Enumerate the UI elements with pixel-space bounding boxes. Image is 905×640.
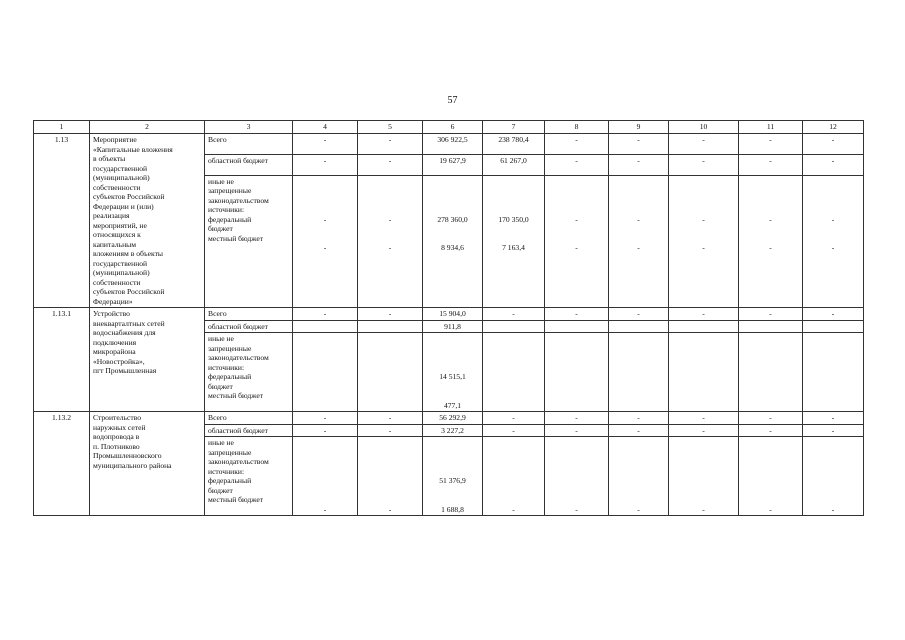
source-label-line: иные не: [208, 334, 234, 343]
value-cell: -: [803, 134, 864, 155]
federal-value: 278 360,0: [437, 214, 468, 224]
row-name-line: (муниципальной): [93, 173, 150, 182]
federal-value: [361, 372, 419, 382]
value-cell: -: [483, 424, 545, 437]
spacer: [296, 177, 354, 215]
local-value: [672, 401, 735, 411]
federal-value: -: [769, 214, 772, 224]
local-value: -: [702, 504, 705, 514]
federal-value: 170 350,0: [498, 214, 529, 224]
value-cell: 61 267,0: [483, 154, 545, 175]
source-label-line: иные не: [208, 176, 234, 186]
spacer: [361, 486, 419, 505]
source-label-line: местный бюджет: [208, 233, 264, 243]
row-number: 1.13.1: [34, 308, 90, 412]
value-cell: -: [293, 134, 358, 155]
local-value: 7 163,4: [502, 243, 525, 253]
value-cell: -: [739, 424, 803, 437]
spacer: [296, 486, 354, 505]
source-label-line: законодательством: [208, 353, 269, 362]
value-cell-stack: [293, 333, 358, 412]
spacer: [672, 438, 735, 476]
value-cell: -: [803, 424, 864, 437]
row-name-line: государственной: [93, 258, 148, 268]
value-cell: [293, 320, 358, 333]
value-cell: -: [609, 134, 669, 155]
source-label-line: источники:: [208, 466, 245, 476]
value-cell-stack: [358, 437, 423, 516]
value-cell: 3 227,2: [423, 424, 483, 437]
value-cell: -: [669, 412, 739, 425]
spacer: [486, 438, 541, 476]
column-header: 2: [90, 121, 205, 134]
spacer: [612, 224, 665, 243]
spacer: [361, 438, 419, 476]
column-header: 12: [803, 121, 864, 134]
spacer: [806, 486, 860, 505]
row-name-line: собственности: [93, 277, 141, 287]
local-value: -: [702, 243, 705, 253]
row-name-line: государственной: [93, 163, 148, 173]
value-cell: 306 922,5: [423, 134, 483, 155]
value-cell: -: [483, 412, 545, 425]
spacer: [548, 177, 605, 215]
source-label-line: местный бюджет: [208, 391, 264, 400]
federal-value: 51 376,9: [439, 476, 466, 485]
spacer: [672, 486, 735, 505]
spacer: [361, 177, 419, 215]
value-cell-stack: [739, 437, 803, 516]
source-label-line: федеральный: [208, 372, 252, 381]
local-value: 477,1: [443, 400, 462, 410]
spacer: [296, 334, 354, 372]
value-cell: -: [545, 412, 609, 425]
source-label-line: законодательством: [208, 457, 269, 466]
federal-value: [806, 372, 860, 382]
source-label-line: федеральный: [208, 214, 252, 224]
value-cell: -: [358, 424, 423, 437]
value-cell: -: [293, 154, 358, 175]
spacer: [742, 334, 799, 372]
value-cell-stack: [545, 437, 609, 516]
value-cell-stack: [483, 175, 545, 307]
value-cell: -: [545, 134, 609, 155]
spacer: [296, 382, 354, 401]
spacer: [361, 334, 419, 372]
column-header: 6: [423, 121, 483, 134]
source-label-stack: [205, 437, 293, 516]
value-cell-stack: [739, 175, 803, 307]
source-label: областной бюджет: [205, 424, 293, 437]
spacer: [612, 177, 665, 215]
federal-value: [806, 476, 860, 486]
spacer: [548, 382, 605, 401]
federal-value: -: [831, 214, 835, 224]
spacer: [742, 382, 799, 401]
column-header-row: [34, 121, 864, 134]
value-cell-stack: [483, 437, 545, 516]
value-cell: -: [293, 412, 358, 425]
row-name: [90, 134, 205, 308]
value-cell: -: [293, 424, 358, 437]
value-cell-stack: [423, 175, 483, 307]
value-cell: [545, 320, 609, 333]
local-value: 1 688,8: [441, 504, 464, 514]
value-cell: -: [545, 154, 609, 175]
local-value: -: [512, 504, 515, 514]
federal-value: -: [323, 214, 327, 224]
value-cell: -: [669, 154, 739, 175]
spacer: [548, 224, 605, 243]
source-label-line: федеральный: [208, 476, 252, 485]
federal-value: [612, 476, 665, 486]
source-label: Всего: [205, 308, 293, 321]
value-cell-stack: [545, 333, 609, 412]
source-label-line: иные не: [208, 438, 234, 447]
source-label-line: запрещенные: [208, 343, 252, 353]
row-name-line: Мероприятие: [93, 135, 137, 144]
value-cell-stack: [609, 175, 669, 307]
value-cell-stack: [803, 437, 864, 516]
value-cell-stack: [609, 333, 669, 412]
row-name-line: подключения: [93, 337, 137, 347]
federal-value: [296, 476, 354, 486]
spacer: [361, 224, 419, 243]
spacer: [426, 438, 479, 476]
value-cell: 911,8: [423, 320, 483, 333]
spacer: [612, 382, 665, 401]
row-name-line: муниципального района: [93, 460, 172, 470]
value-cell: -: [739, 154, 803, 175]
source-label-line: запрещенные: [208, 447, 252, 457]
federal-value: [296, 372, 354, 382]
federal-value: -: [575, 214, 578, 224]
local-value: -: [637, 243, 640, 253]
local-value: [296, 401, 354, 411]
column-header: 11: [739, 121, 803, 134]
spacer: [361, 382, 419, 401]
spacer: [426, 382, 479, 401]
spacer: [486, 382, 541, 401]
spacer: [672, 334, 735, 372]
source-label-line: законодательством: [208, 195, 269, 205]
source-label-line: запрещенные: [208, 186, 252, 196]
row-name-line: водоснабжения для: [93, 328, 156, 337]
local-value: [806, 401, 860, 411]
row-name-line: «Новостройка»,: [93, 356, 145, 366]
row-name-line: вложениям в объекты: [93, 249, 163, 258]
source-label: областной бюджет: [205, 154, 293, 175]
value-cell: -: [293, 308, 358, 321]
value-cell: -: [803, 154, 864, 175]
source-label: Всего: [205, 134, 293, 155]
value-cell: [483, 320, 545, 333]
value-cell: [609, 320, 669, 333]
row-name-line: Промышленновского: [93, 451, 162, 460]
value-cell-stack: [423, 333, 483, 412]
local-value: -: [575, 243, 578, 253]
federal-value: [612, 372, 665, 382]
value-cell-stack: [358, 333, 423, 412]
federal-value: [548, 372, 605, 382]
value-cell-stack: [358, 175, 423, 307]
column-header: 5: [358, 121, 423, 134]
row-name-line: микрорайона: [93, 347, 136, 356]
row-name-line: собственности: [93, 182, 141, 192]
spacer: [612, 334, 665, 372]
spacer: [486, 486, 541, 505]
row-name-line: мероприятий, не: [93, 220, 147, 230]
spacer: [742, 486, 799, 505]
spacer: [742, 438, 799, 476]
spacer: [426, 224, 479, 243]
source-label: областной бюджет: [205, 320, 293, 333]
row-number: 1.13.2: [34, 412, 90, 516]
local-value: [612, 401, 665, 411]
row-name-line: Устройство: [93, 309, 130, 318]
row-name-line: реализация: [93, 211, 130, 220]
source-label-line: бюджет: [208, 224, 233, 234]
local-value: [742, 401, 799, 411]
row-number: 1.13: [34, 134, 90, 308]
local-value: -: [769, 243, 772, 253]
value-cell-stack: [739, 333, 803, 412]
local-value: 8 934,6: [441, 243, 464, 253]
table-row-total: [34, 308, 864, 321]
source-label-line: источники:: [208, 362, 245, 372]
value-cell-stack: [803, 175, 864, 307]
source-label-line: бюджет: [208, 381, 233, 391]
local-value: -: [323, 504, 327, 514]
spacer: [486, 334, 541, 372]
column-header: 8: [545, 121, 609, 134]
value-cell: [669, 320, 739, 333]
value-cell: [739, 320, 803, 333]
row-name-line: относящихся к: [93, 230, 141, 239]
spacer: [486, 177, 541, 215]
value-cell: -: [358, 308, 423, 321]
value-cell: -: [739, 308, 803, 321]
spacer: [548, 486, 605, 505]
local-value: -: [388, 504, 392, 514]
table-body: [34, 121, 864, 516]
page-number: 57: [447, 95, 458, 106]
table-row-total: [34, 412, 864, 425]
row-name-line: Федерации и (или): [93, 201, 154, 211]
spacer: [426, 486, 479, 505]
spacer: [806, 382, 860, 401]
row-name-line: субъектов Российской: [93, 287, 165, 296]
row-name-line: «Капитальные вложения: [93, 144, 173, 154]
spacer: [548, 334, 605, 372]
value-cell-stack: [293, 437, 358, 516]
budget-table: [33, 120, 864, 516]
value-cell-stack: [483, 333, 545, 412]
federal-value: 14 515,1: [439, 372, 466, 381]
value-cell-stack: [669, 437, 739, 516]
value-cell: 19 627,9: [423, 154, 483, 175]
value-cell-stack: [609, 437, 669, 516]
spacer: [296, 438, 354, 476]
spacer: [806, 438, 860, 476]
value-cell-stack: [669, 175, 739, 307]
source-label-stack: [205, 333, 293, 412]
row-name-line: (муниципальной): [93, 268, 150, 277]
value-cell: -: [739, 134, 803, 155]
federal-value: [742, 372, 799, 382]
column-header: 10: [669, 121, 739, 134]
value-cell: -: [669, 308, 739, 321]
spacer: [486, 224, 541, 243]
value-cell: [803, 320, 864, 333]
value-cell-stack: [423, 437, 483, 516]
value-cell-stack: [293, 175, 358, 307]
spacer: [806, 224, 860, 243]
column-header: 1: [34, 121, 90, 134]
local-value: -: [388, 243, 392, 253]
value-cell: [358, 320, 423, 333]
column-header: 3: [205, 121, 293, 134]
value-cell-stack: [803, 333, 864, 412]
value-cell: -: [609, 308, 669, 321]
federal-value: -: [637, 214, 640, 224]
spacer: [672, 177, 735, 215]
value-cell: 56 292,9: [423, 412, 483, 425]
local-value: -: [769, 504, 772, 514]
spacer: [672, 382, 735, 401]
row-name-line: в объекты: [93, 154, 126, 163]
source-label-line: местный бюджет: [208, 495, 264, 504]
column-header: 7: [483, 121, 545, 134]
local-value: -: [575, 504, 578, 514]
row-name-line: п. Плотниково: [93, 441, 140, 451]
federal-value: -: [388, 214, 392, 224]
spacer: [806, 334, 860, 372]
value-cell: -: [609, 424, 669, 437]
spacer: [426, 334, 479, 372]
spacer: [742, 177, 799, 215]
value-cell: 238 780,4: [483, 134, 545, 155]
row-name-line: пгт Промышленная: [93, 366, 157, 375]
local-value: -: [831, 504, 835, 514]
value-cell: -: [739, 412, 803, 425]
row-name-line: внекварталтных сетей: [93, 318, 165, 328]
federal-value: [672, 476, 735, 486]
row-name: [90, 412, 205, 516]
spacer: [296, 224, 354, 243]
local-value: [361, 401, 419, 411]
federal-value: [361, 476, 419, 486]
spacer: [612, 438, 665, 476]
column-header: 9: [609, 121, 669, 134]
row-name: [90, 308, 205, 412]
spacer: [612, 486, 665, 505]
spacer: [742, 224, 799, 243]
value-cell: -: [545, 424, 609, 437]
federal-value: [486, 476, 541, 486]
spacer: [672, 224, 735, 243]
value-cell: -: [669, 424, 739, 437]
local-value: -: [831, 243, 835, 253]
federal-value: [548, 476, 605, 486]
value-cell: -: [803, 308, 864, 321]
row-name-line: водопровода в: [93, 432, 140, 441]
value-cell: -: [358, 412, 423, 425]
value-cell: -: [803, 412, 864, 425]
local-value: [486, 401, 541, 411]
federal-value: -: [702, 214, 705, 224]
value-cell-stack: [669, 333, 739, 412]
spacer: [426, 177, 479, 215]
row-name-line: субъектов Российской: [93, 192, 165, 201]
row-name-line: Строительство: [93, 413, 141, 422]
row-name-line: наружных сетей: [93, 422, 146, 432]
value-cell-stack: [545, 175, 609, 307]
value-cell: -: [609, 154, 669, 175]
federal-value: [486, 372, 541, 382]
value-cell: -: [545, 308, 609, 321]
source-label-stack: [205, 175, 293, 307]
value-cell: -: [358, 134, 423, 155]
source-label-line: источники:: [208, 205, 245, 215]
spacer: [806, 177, 860, 215]
value-cell: -: [483, 308, 545, 321]
spacer: [548, 438, 605, 476]
value-cell: -: [609, 412, 669, 425]
row-name-line: Федерации»: [93, 296, 133, 306]
row-name-line: капитальным: [93, 239, 137, 249]
local-value: -: [323, 243, 327, 253]
table-row-total: [34, 134, 864, 155]
source-label: Всего: [205, 412, 293, 425]
federal-value: [672, 372, 735, 382]
column-header: 4: [293, 121, 358, 134]
value-cell: 15 904,0: [423, 308, 483, 321]
source-label-line: бюджет: [208, 485, 233, 495]
local-value: [548, 401, 605, 411]
local-value: -: [637, 504, 640, 514]
federal-value: [742, 476, 799, 486]
value-cell: -: [358, 154, 423, 175]
value-cell: -: [669, 134, 739, 155]
